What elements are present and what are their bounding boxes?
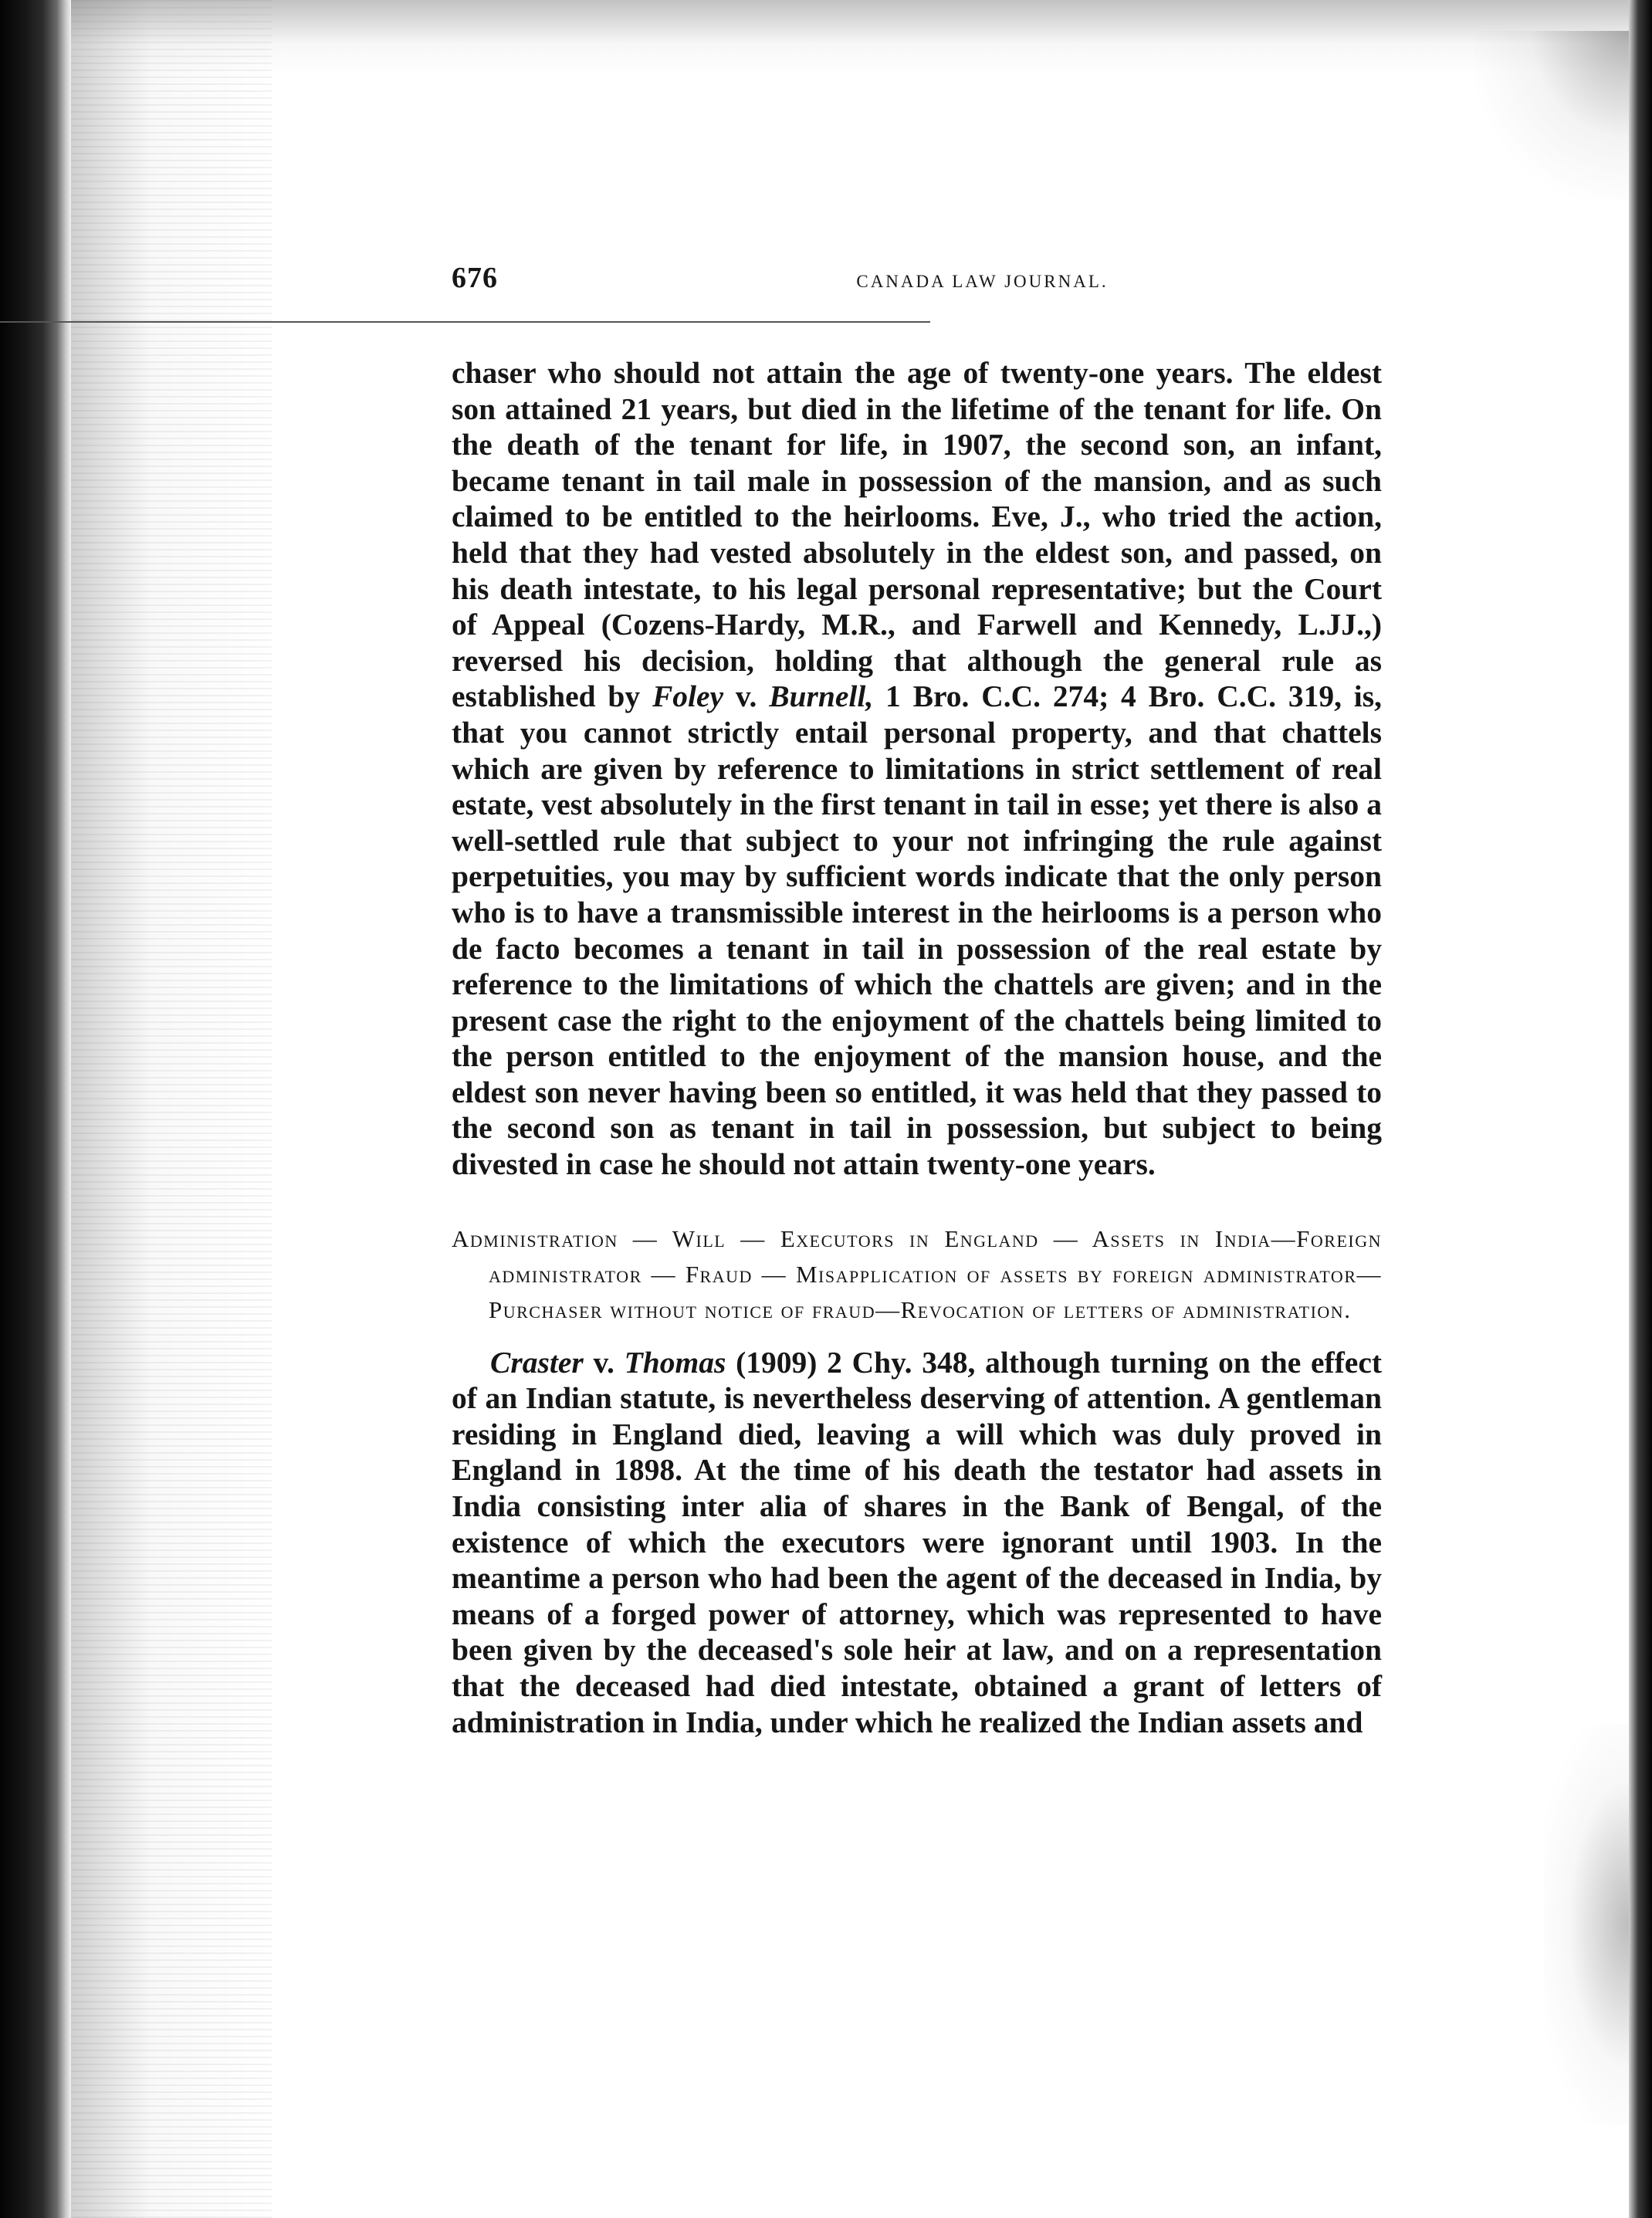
paragraph-text: 1 Bro. C.C. 274; 4 Bro. C.C. 319, is, that you cannot strictly entail personal property, and that chattels which are given by reference to limitations in strict settlement of real estate, vest absolutely in the first tenant in tail in esse; yet there is also a well-settled rule that subject to your not infringing the rule against perpetuities, you may by sufficient words indicate that the only person who is to have a transmissible interest in the heirlooms is a person who de facto becomes a tenant in tail in possession of the real estate by reference to the limitations of which the chattels are given; and in the present case the right to the enjoyment of the chattels being limited to the person entitled to the enjoyment of the mansion house, and the eldest son never having been so entitled, it was held that they passed to the second son as tenant in tail in possession, but subject to being divested in case he should not attain twenty-one years. bbox=[452, 679, 1383, 1182]
book-binding-shadow bbox=[0, 0, 71, 2218]
section-heading: Administration — Will — Executors in England — Assets in India—Foreign administrator — Fraud — Misapplication of assets by foreign administrator—Purchaser without notice of fraud—Revocation of letters of administration. bbox=[452, 1224, 1382, 1323]
paragraph-text: chaser who should not attain the age of twenty-one years. The eldest son attained 21 years, but died in the lifetime of the tenant for life. On the death of the tenant for life, in 1907, the second son, an infant, became tenant in tail male in possession of the mansion, and as such claimed to be entitled to the heirlooms. Eve, J., who tried the action, held that they had vested absolutely in the eldest son, and passed, on his death intestate, to his legal personal representative; but the Court of Appeal (Cozens-Hardy, M.R., and Farwell and Kennedy, L.JJ.,) reversed his decision, holding that although the general rule as established by bbox=[452, 356, 1382, 714]
case-connector: v. bbox=[735, 679, 757, 714]
scan-right-edge bbox=[1629, 0, 1652, 2218]
running-head bbox=[452, 261, 1382, 307]
paragraph bbox=[452, 1345, 1382, 1741]
case-name: Burnell, bbox=[769, 679, 874, 714]
case-name: Thomas bbox=[624, 1345, 726, 1380]
paragraph bbox=[452, 355, 1382, 1183]
page-number: 676 bbox=[452, 262, 498, 294]
scan-corner-smudge bbox=[1474, 31, 1629, 201]
scan-top-edge-shadow bbox=[71, 0, 1629, 73]
scan-edge-smudge bbox=[1544, 1724, 1629, 2125]
scan-edge-noise bbox=[71, 0, 272, 2218]
case-name: Foley bbox=[652, 679, 724, 714]
case-connector: v. bbox=[593, 1345, 614, 1380]
page-content bbox=[452, 261, 1382, 1740]
journal-title: CANADA LAW JOURNAL. bbox=[856, 272, 1109, 291]
paragraph-text: (1909) 2 Chy. 348, although turning on the effect of an Indian statute, is nevertheless deserving of attention. A gentleman residing in England died, leaving a will which was duly proved in England in 1898. At the time of his death the testator had assets in India consisting inter alia of shares in the Bank of Bengal, of the existence of which the executors were ignorant until 1903. In the meantime a person who had been the agent of the deceased in India, by means of a forged power of attorney, which was represented to have been given by the deceased's sole heir at law, and on a representation that the deceased had died intestate, obtained a grant of letters of administration in India, under which he realized the Indian assets and bbox=[452, 1345, 1383, 1739]
case-name: Craster bbox=[490, 1345, 584, 1380]
